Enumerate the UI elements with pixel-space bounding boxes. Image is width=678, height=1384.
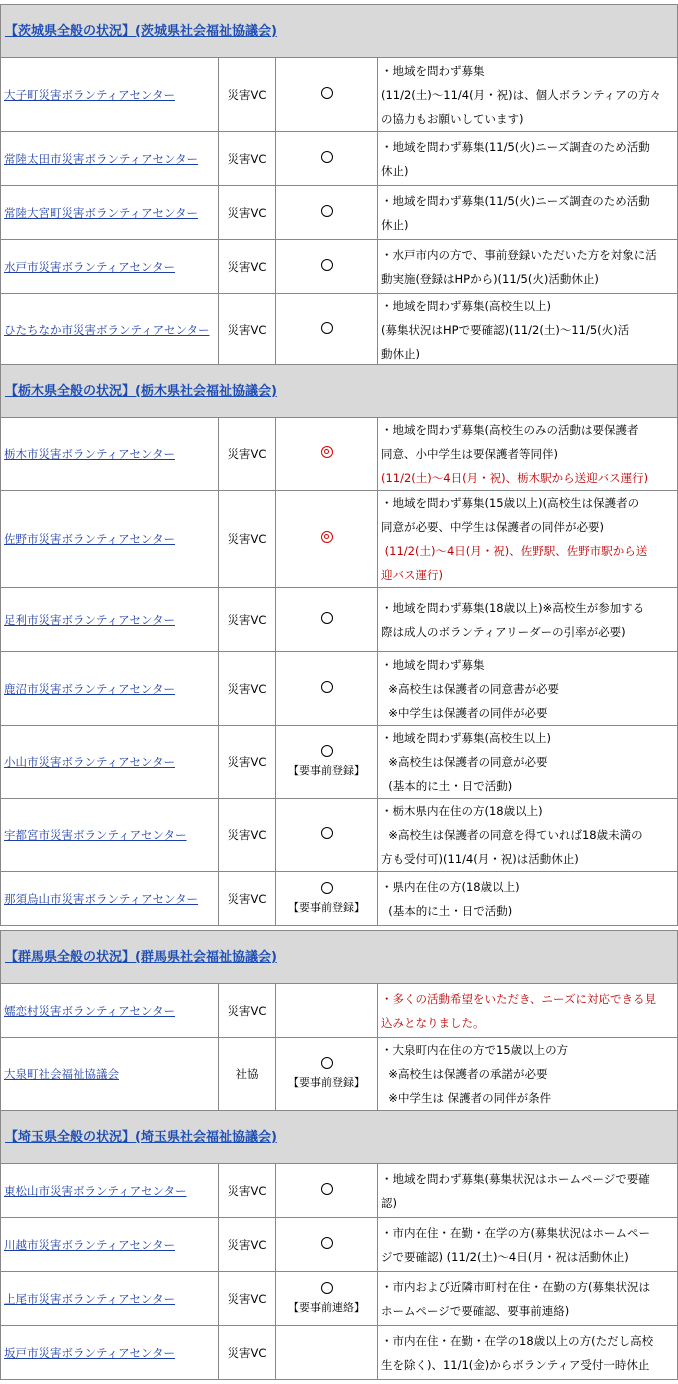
details-line: 認) [381,1195,397,1210]
details-line: ・市内在住・在勤・在学の方(募集状況はホームペー [381,1225,650,1240]
section-table [0,1110,678,1380]
section-saitama [0,1110,678,1380]
center-name-link[interactable]: 坂戸市災害ボランティアセンター [4,1345,176,1360]
circle-mark-icon [321,205,333,217]
details-line: (基本的に土・日で活動) [381,903,513,918]
center-name-cell [1,186,219,240]
section-header-row [1,365,678,418]
center-name-link[interactable]: 那須烏山市災害ボランティアセンター [4,891,199,906]
details-line: ・市内および近隣市町村在住・在勤の方(募集状況は [381,1279,650,1294]
center-type-cell: 災害VC [219,872,276,926]
center-name-link[interactable]: 小山市災害ボランティアセンター [4,755,176,769]
recruit-status-cell [276,1326,378,1380]
circle-mark-icon [321,827,333,839]
center-name-link[interactable]: 常陸大宮町災害ボランティアセンター [4,205,199,220]
circle-mark-icon [321,87,333,99]
recruit-status-cell [276,588,378,652]
recruit-status-cell [276,872,378,926]
details-line: ※高校生は保護者の同意が必要 [381,755,548,769]
center-type-cell: 社協 [219,1038,276,1111]
center-name-cell [1,1218,219,1272]
table-row [1,294,678,367]
details-line: 方も受付可)(11/4(月・祝)は活動休止) [381,852,579,866]
table-row [1,1038,678,1111]
recruit-status-cell [276,1038,378,1111]
center-name-link[interactable]: 川越市災害ボランティアセンター [4,1237,176,1252]
details-line: 同意が必要、中学生は保護者の同伴が必要) [381,520,604,534]
center-type-cell: 災害VC [219,984,276,1038]
circle-mark-icon [321,259,333,271]
table-row [1,726,678,799]
details-cell [378,1272,678,1326]
details-cell [378,1218,678,1272]
center-type-cell: 災害VC [219,1272,276,1326]
section-header-cell [1,931,678,984]
details-line: 休止) [381,163,409,178]
recruit-status-cell [276,240,378,294]
table-row [1,418,678,491]
details-line: ・県内在住の方(18歳以上) [381,879,520,894]
details-cell [378,132,678,186]
details-line: ※中学生は保護者の同伴が必要 [381,705,548,720]
details-cell [378,58,678,132]
section-header-row [1,931,678,984]
center-name-cell [1,294,219,367]
center-type-cell: 災害VC [219,1218,276,1272]
details-line: ・地域を問わず募集(15歳以上)(高校生は保護者の [381,496,640,510]
center-type-cell: 災害VC [219,588,276,652]
center-type-cell: 災害VC [219,294,276,367]
center-name-link[interactable]: 大泉町社会福祉協議会 [4,1067,119,1081]
circle-mark-icon [321,151,333,163]
center-name-cell [1,418,219,491]
details-line: (11/2(土)〜11/4(月・祝)は、個人ボランティアの方々 [381,87,662,102]
details-cell [378,1038,678,1111]
center-name-cell [1,1164,219,1218]
details-line: 際は成人のボランティアリーダーの引率が必要) [381,624,626,639]
circle-mark-icon [321,1057,333,1069]
center-name-link[interactable]: 足利市災害ボランティアセンター [4,612,176,627]
center-type-cell: 災害VC [219,58,276,132]
table-row [1,186,678,240]
section-header-cell [1,365,678,418]
center-name-link[interactable]: 鹿沼市災害ボランティアセンター [4,681,176,696]
registration-note: 【要事前連絡】 [288,1300,365,1314]
details-cell [378,418,678,491]
center-name-link[interactable]: 水戸市災害ボランティアセンター [4,259,176,274]
details-line: ・多くの活動希望をいただき、ニーズに対応できる見 [381,991,656,1006]
center-name-link[interactable]: 上尾市災害ボランティアセンター [4,1291,176,1306]
center-type-cell: 災害VC [219,726,276,799]
details-line: 動実施(登録はHPから)(11/5(火)活動休止) [381,271,599,286]
details-line: ・大泉町内在住の方で15歳以上の方 [381,1043,569,1057]
recruit-status-cell [276,1218,378,1272]
details-cell [378,1326,678,1380]
section-header-row [1,5,678,58]
table-row [1,799,678,872]
circle-mark-icon [321,745,333,757]
details-line: ホームページで要確認、要事前連絡) [381,1303,570,1318]
details-line: 込みとなりました。 [381,1015,485,1030]
center-type-cell: 災害VC [219,186,276,240]
circle-mark-icon [321,1282,333,1294]
details-line: (基本的に土・日で活動) [381,779,513,793]
center-name-link[interactable]: 大子町災害ボランティアセンター [4,87,176,102]
recruit-status-cell [276,294,378,367]
double-circle-mark-icon [321,446,333,458]
recruit-status-cell [276,1272,378,1326]
details-line: 迎バス運行) [381,568,443,582]
details-line: ・地域を問わず募集(高校生以上) [381,299,551,313]
details-line: (11/2(土)〜4日(月・祝)、栃木駅から送迎バス運行) [381,471,649,485]
details-cell [378,726,678,799]
section-header-cell [1,1111,678,1164]
recruit-status-cell [276,132,378,186]
section-table [0,930,678,1111]
center-name-cell [1,652,219,726]
center-name-link[interactable]: ひたちなか市災害ボランティアセンター [4,323,210,337]
details-line: ・地域を問わず募集(高校生のみの活動は要保護者 [381,423,639,437]
double-circle-mark-icon [321,531,333,543]
details-line: ・地域を問わず募集(募集状況はホームページで要確 [381,1171,650,1186]
table-row [1,652,678,726]
center-name-link[interactable]: 嬬恋村災害ボランティアセンター [4,1003,176,1018]
center-name-cell [1,726,219,799]
center-name-cell [1,132,219,186]
center-name-cell [1,491,219,588]
details-line: ・栃木県内在住の方(18歳以上) [381,804,543,818]
center-type-cell: 災害VC [219,652,276,726]
center-name-link[interactable]: 佐野市災害ボランティアセンター [4,532,176,546]
center-name-link[interactable]: 常陸太田市災害ボランティアセンター [4,151,199,166]
details-cell [378,491,678,588]
details-cell [378,588,678,652]
center-name-link[interactable]: 宇都宮市災害ボランティアセンター [4,828,187,842]
details-line: 同意、小中学生は要保護者等同伴) [381,447,558,461]
details-line: ※高校生は保護者の同意を得ていれば18歳未満の [381,828,643,842]
details-line: ・地域を問わず募集 [381,63,485,78]
center-name-cell [1,1326,219,1380]
table-row [1,58,678,132]
registration-note: 【要事前登録】 [288,1076,365,1089]
table-row [1,588,678,652]
section-header-link[interactable]: 【群馬県全般の状況】(群馬県社会福祉協議会) [5,949,277,965]
center-type-cell: 災害VC [219,1326,276,1380]
details-cell [378,294,678,367]
table-row [1,872,678,926]
center-name-cell [1,1038,219,1111]
details-line: 休止) [381,217,409,232]
table-row [1,984,678,1038]
details-cell [378,799,678,872]
details-line: ・地域を問わず募集(18歳以上)※高校生が参加する [381,600,645,615]
details-line: ジで要確認) (11/2(土)〜4日(月・祝は活動休止) [381,1249,629,1264]
recruit-status-cell [276,1164,378,1218]
section-header-cell [1,5,678,58]
details-line: ・水戸市内の方で、事前登録いただいた方を対象に活 [381,247,657,262]
details-line: ※高校生は保護者の承諾が必要 [381,1067,548,1081]
details-line: の協力もお願いしています) [381,111,524,126]
table-row [1,1218,678,1272]
center-name-cell [1,240,219,294]
center-name-link[interactable]: 東松山市災害ボランティアセンター [4,1183,187,1198]
section-header-link[interactable]: 【茨城県全般の状況】(茨城県社会福祉協議会) [5,23,277,39]
table-row [1,1326,678,1380]
circle-mark-icon [321,1183,333,1195]
circle-mark-icon [321,681,333,693]
recruit-status-cell [276,984,378,1038]
center-type-cell: 災害VC [219,1164,276,1218]
details-line: (募集状況はHPで要確認)(11/2(土)〜11/5(火)活 [381,323,630,337]
circle-mark-icon [321,612,333,624]
table-row [1,1272,678,1326]
center-type-cell: 災害VC [219,132,276,186]
details-line: ・地域を問わず募集 [381,657,485,672]
details-cell [378,186,678,240]
details-cell [378,1164,678,1218]
recruit-status-cell [276,491,378,588]
table-row [1,1164,678,1218]
section-table [0,4,678,367]
details-line: (11/2(土)〜4日(月・祝)、佐野駅、佐野市駅から送 [381,544,648,558]
section-tochigi [0,364,678,926]
table-row [1,491,678,588]
details-line: 生を除く)、11/1(金)からボランティア受付一時休止 [381,1357,650,1372]
center-type-cell: 災害VC [219,418,276,491]
circle-mark-icon [321,882,333,894]
recruit-status-cell [276,58,378,132]
recruit-status-cell [276,418,378,491]
section-header-row [1,1111,678,1164]
recruit-status-cell [276,799,378,872]
center-type-cell: 災害VC [219,491,276,588]
details-line: ・市内在住・在勤・在学の18歳以上の方(ただし高校 [381,1333,654,1348]
details-cell [378,984,678,1038]
center-name-cell [1,872,219,926]
details-line: ※中学生は 保護者の同伴が条件 [381,1091,552,1105]
table-row [1,240,678,294]
circle-mark-icon [321,322,333,334]
section-header-link[interactable]: 【栃木県全般の状況】(栃木県社会福祉協議会) [5,383,277,399]
recruit-status-cell [276,652,378,726]
details-line: 動休止) [381,347,420,361]
section-header-link[interactable]: 【埼玉県全般の状況】(埼玉県社会福祉協議会) [5,1129,277,1145]
center-name-cell [1,588,219,652]
center-name-cell [1,58,219,132]
center-name-link[interactable]: 栃木市災害ボランティアセンター [4,447,176,461]
recruit-status-cell [276,186,378,240]
details-cell [378,872,678,926]
circle-mark-icon [321,1237,333,1249]
details-line: ・地域を問わず募集(高校生以上) [381,731,551,745]
details-cell [378,652,678,726]
registration-note: 【要事前登録】 [288,900,365,914]
section-ibaraki [0,4,678,367]
details-cell [378,240,678,294]
center-type-cell: 災害VC [219,240,276,294]
center-name-cell [1,799,219,872]
section-table [0,364,678,926]
center-name-cell [1,984,219,1038]
section-gunma [0,930,678,1111]
details-line: ・地域を問わず募集(11/5(火)ニーズ調査のため活動 [381,193,650,208]
center-name-cell [1,1272,219,1326]
registration-note: 【要事前登録】 [288,764,365,777]
recruit-status-cell [276,726,378,799]
details-line: ※高校生は保護者の同意書が必要 [381,681,559,696]
details-line: ・地域を問わず募集(11/5(火)ニーズ調査のため活動 [381,139,650,154]
table-row [1,132,678,186]
center-type-cell: 災害VC [219,799,276,872]
